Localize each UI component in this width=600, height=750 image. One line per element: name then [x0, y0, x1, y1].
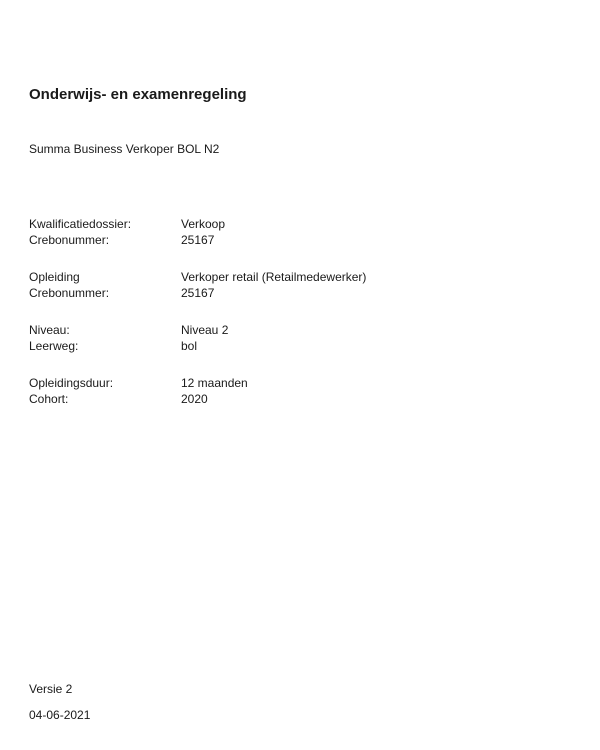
info-row-opleidingsduur: [29, 375, 248, 391]
cohort-label: Cohort:: [29, 392, 69, 406]
crebonummer-value: 25167: [181, 233, 215, 247]
niveau-label: Niveau:: [29, 323, 70, 337]
info-block-opleiding: [29, 269, 366, 301]
info-row-cohort: [29, 391, 248, 407]
info-block-niveau: [29, 322, 228, 354]
info-row-crebonummer: [29, 232, 225, 248]
crebonummer-label: Crebonummer:: [29, 286, 110, 300]
crebonummer-label: Crebonummer:: [29, 233, 110, 247]
info-block-kwalificatie: [29, 216, 225, 248]
opleiding-value: Verkoper retail (Retailmedewerker): [181, 270, 367, 284]
cohort-value: 2020: [181, 392, 208, 406]
niveau-value: Niveau 2: [181, 323, 229, 337]
info-row-leerweg: [29, 338, 228, 354]
footer-date: 04-06-2021: [29, 708, 91, 722]
info-row-niveau: [29, 322, 228, 338]
info-row-crebonummer: [29, 285, 366, 301]
leerweg-label: Leerweg:: [29, 339, 79, 353]
opleidingsduur-value: 12 maanden: [181, 376, 248, 390]
document-title: Onderwijs- en examenregeling: [29, 86, 247, 103]
leerweg-value: bol: [181, 339, 198, 353]
crebonummer-value: 25167: [181, 286, 215, 300]
info-row-opleiding: [29, 269, 366, 285]
info-row-kwalificatiedossier: [29, 216, 225, 232]
opleidingsduur-label: Opleidingsduur:: [29, 376, 114, 390]
opleiding-label: Opleiding: [29, 270, 80, 284]
kwalificatiedossier-label: Kwalificatiedossier:: [29, 217, 132, 231]
footer-version: Versie 2: [29, 682, 73, 696]
document-subtitle: Summa Business Verkoper BOL N2: [29, 142, 220, 156]
kwalificatiedossier-value: Verkoop: [181, 217, 226, 231]
info-block-duur: [29, 375, 248, 407]
